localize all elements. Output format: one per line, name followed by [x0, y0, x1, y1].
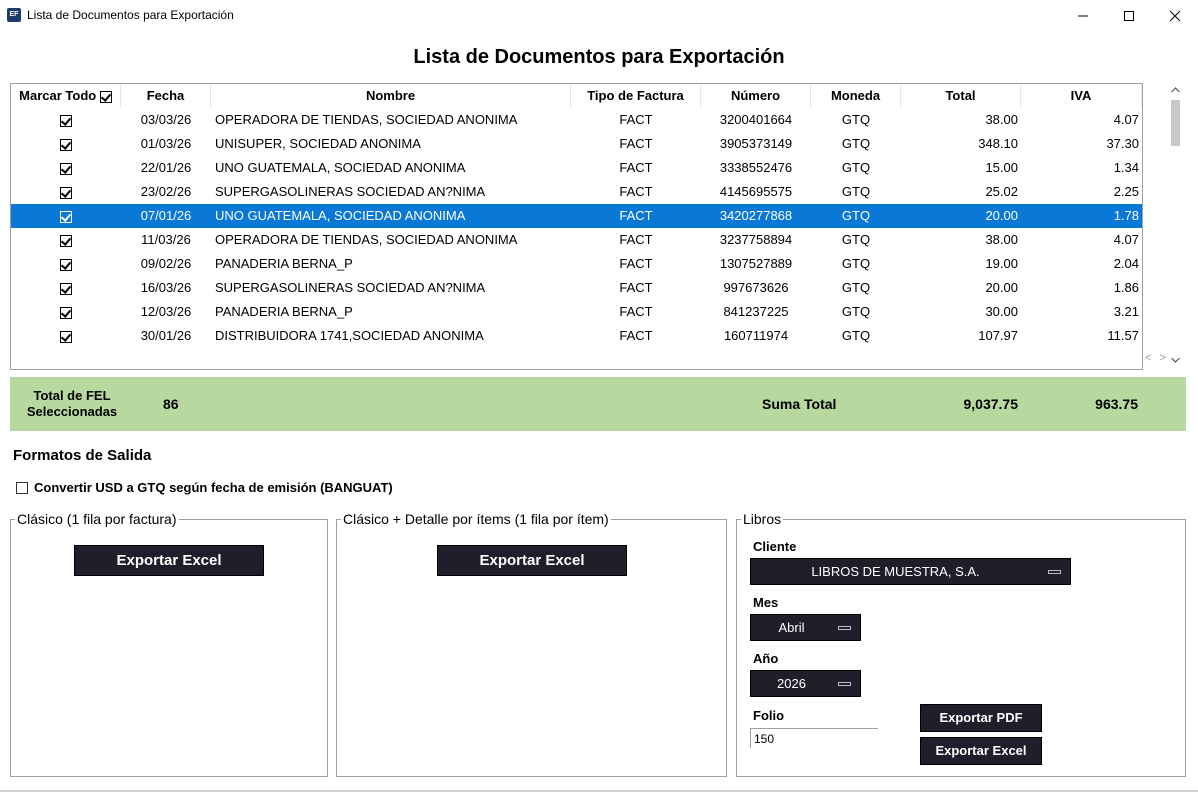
cell-fecha: 07/01/26	[140, 208, 192, 223]
table-row[interactable]	[11, 324, 1142, 348]
cell-iva: 2.04	[1113, 256, 1139, 271]
checkbox-checked-icon[interactable]	[60, 139, 72, 151]
cell-numero: 3905373149	[719, 136, 793, 151]
output-formats-title: Formatos de Salida	[13, 447, 152, 464]
folio-label: Folio	[753, 708, 785, 723]
cell-moneda: GTQ	[841, 208, 871, 223]
maximize-button[interactable]	[1106, 0, 1152, 31]
cell-numero: 4145695575	[719, 184, 793, 199]
checkbox-checked-icon[interactable]	[60, 283, 72, 295]
table-body	[11, 108, 1142, 348]
month-select[interactable]	[750, 614, 861, 641]
dropdown-indicator-icon	[838, 682, 851, 686]
cell-fecha: 16/03/26	[140, 280, 192, 295]
year-select[interactable]	[750, 670, 861, 697]
month-label: Mes	[753, 595, 779, 610]
horizontal-scroll-arrows[interactable]	[1145, 352, 1166, 364]
cell-moneda: GTQ	[841, 328, 871, 343]
cell-total: 38.00	[985, 232, 1018, 247]
window-title: Lista de Documentos para Exportación	[27, 8, 234, 22]
cell-numero: 3237758894	[719, 232, 793, 247]
cell-numero: 3200401664	[719, 112, 793, 127]
column-header-moneda[interactable]: Moneda	[811, 84, 901, 108]
cell-nombre: PANADERIA BERNA_P	[215, 256, 353, 271]
cell-total: 19.00	[985, 256, 1018, 271]
table-row[interactable]	[11, 252, 1142, 276]
row-checkbox[interactable]	[11, 276, 121, 300]
scroll-down-icon[interactable]	[1167, 353, 1184, 367]
cell-numero: 997673626	[723, 280, 789, 295]
cell-tipo: FACT	[619, 328, 653, 343]
column-header-label: Marcar Todo	[19, 88, 97, 103]
row-checkbox[interactable]	[11, 204, 121, 228]
cell-fecha: 12/03/26	[140, 304, 192, 319]
column-header-iva[interactable]: IVA	[1021, 84, 1142, 108]
minimize-button[interactable]	[1060, 0, 1106, 31]
cell-nombre: UNO GUATEMALA, SOCIEDAD ANONIMA	[215, 208, 466, 223]
cell-tipo: FACT	[619, 280, 653, 295]
convert-usd-label[interactable]: Convertir USD a GTQ según fecha de emisión (BANGUAT)	[34, 480, 393, 495]
cell-tipo: FACT	[619, 208, 653, 223]
sum-total-label: Suma Total	[762, 396, 837, 412]
app-icon: EF	[7, 8, 21, 22]
convert-usd-checkbox[interactable]	[16, 482, 28, 494]
row-checkbox[interactable]	[11, 156, 121, 180]
cell-iva: 4.07	[1113, 112, 1139, 127]
page-title: Lista de Documentos para Exportación	[413, 46, 785, 68]
classic-detail-export-excel-button[interactable]: Exportar Excel	[437, 545, 627, 576]
cell-nombre: OPERADORA DE TIENDAS, SOCIEDAD ANONIMA	[215, 112, 518, 127]
cell-nombre: SUPERGASOLINERAS SOCIEDAD AN?NIMA	[215, 184, 486, 199]
cell-total: 20.00	[985, 208, 1018, 223]
checkbox-checked-icon[interactable]	[60, 235, 72, 247]
row-checkbox[interactable]	[11, 300, 121, 324]
cell-numero: 1307527889	[719, 256, 793, 271]
row-checkbox[interactable]	[11, 108, 121, 132]
cell-moneda: GTQ	[841, 136, 871, 151]
cell-nombre: UNO GUATEMALA, SOCIEDAD ANONIMA	[215, 160, 466, 175]
sum-total-value: 9,037.75	[963, 396, 1018, 412]
classic-detail-group-legend: Clásico + Detalle por ítems (1 fila por ítem)	[343, 511, 609, 527]
table-row[interactable]	[11, 228, 1142, 252]
table-row[interactable]	[11, 276, 1142, 300]
column-header-total[interactable]: Total	[901, 84, 1021, 108]
cell-tipo: FACT	[619, 232, 653, 247]
column-header-tipo[interactable]: Tipo de Factura	[571, 84, 701, 108]
maximize-icon	[1123, 10, 1135, 22]
close-button[interactable]	[1152, 0, 1198, 31]
checkbox-checked-icon[interactable]	[60, 331, 72, 343]
cell-fecha: 09/02/26	[140, 256, 192, 271]
column-header-mark-all[interactable]	[11, 84, 121, 108]
row-checkbox[interactable]	[11, 132, 121, 156]
folio-input[interactable]: 150	[750, 728, 878, 748]
table-row[interactable]	[11, 132, 1142, 156]
dropdown-indicator-icon	[838, 626, 851, 630]
cell-moneda: GTQ	[841, 184, 871, 199]
cell-iva: 11.57	[1107, 328, 1139, 343]
cell-total: 107.97	[978, 328, 1018, 343]
checkbox-checked-icon[interactable]	[60, 187, 72, 199]
totals-bar	[10, 377, 1186, 431]
cell-iva: 2.25	[1113, 184, 1139, 199]
cell-total: 25.02	[985, 184, 1018, 199]
cell-iva: 4.07	[1113, 232, 1139, 247]
table-row[interactable]	[11, 156, 1142, 180]
year-select-value: 2026	[777, 676, 806, 691]
checkbox-checked-icon[interactable]	[60, 259, 72, 271]
cell-tipo: FACT	[619, 184, 653, 199]
cell-tipo: FACT	[619, 256, 653, 271]
row-checkbox[interactable]	[11, 180, 121, 204]
cell-iva: 3.21	[1113, 304, 1139, 319]
cell-numero: 841237225	[723, 304, 789, 319]
cell-fecha: 01/03/26	[140, 136, 192, 151]
scroll-left-icon[interactable]: <	[1145, 352, 1152, 364]
table-row[interactable]	[11, 108, 1142, 132]
checkbox-checked-icon[interactable]	[60, 163, 72, 175]
cell-tipo: FACT	[619, 304, 653, 319]
classic-group-legend: Clásico (1 fila por factura)	[17, 511, 177, 527]
cell-fecha: 03/03/26	[140, 112, 192, 127]
cell-nombre: UNISUPER, SOCIEDAD ANONIMA	[215, 136, 421, 151]
year-label: Año	[753, 651, 779, 666]
cell-tipo: FACT	[619, 136, 653, 151]
vertical-scroll-thumb[interactable]	[1171, 100, 1180, 146]
column-header-nombre[interactable]: Nombre	[211, 84, 571, 108]
cell-moneda: GTQ	[841, 232, 871, 247]
cell-nombre: OPERADORA DE TIENDAS, SOCIEDAD ANONIMA	[215, 232, 518, 247]
cell-iva: 37.30	[1106, 136, 1139, 151]
cell-total: 15.00	[985, 160, 1018, 175]
client-select-value: LIBROS DE MUESTRA, S.A.	[811, 564, 980, 579]
cell-nombre: SUPERGASOLINERAS SOCIEDAD AN?NIMA	[215, 280, 486, 295]
cell-moneda: GTQ	[841, 256, 871, 271]
table-row[interactable]	[11, 180, 1142, 204]
cell-numero: 160711974	[723, 328, 789, 343]
column-header-numero[interactable]: Número	[701, 84, 811, 108]
checkbox-checked-icon[interactable]	[60, 307, 72, 319]
table-header	[11, 84, 1142, 108]
column-header-fecha[interactable]: Fecha	[121, 84, 211, 108]
cell-numero: 3338552476	[719, 160, 793, 175]
month-select-value: Abril	[778, 620, 805, 635]
dropdown-indicator-icon	[1048, 570, 1061, 574]
cell-fecha: 11/03/26	[141, 232, 191, 247]
cell-iva: 1.78	[1113, 208, 1139, 223]
cell-moneda: GTQ	[841, 280, 871, 295]
cell-fecha: 22/01/26	[140, 160, 192, 175]
cell-total: 38.00	[985, 112, 1018, 127]
cell-moneda: GTQ	[841, 304, 871, 319]
cell-fecha: 23/02/26	[140, 184, 192, 199]
scroll-right-icon[interactable]: >	[1159, 352, 1166, 364]
documents-table[interactable]	[10, 83, 1143, 370]
cell-moneda: GTQ	[841, 160, 871, 175]
close-icon	[1169, 10, 1181, 22]
cell-total: 30.00	[985, 304, 1018, 319]
cell-total: 20.00	[985, 280, 1018, 295]
table-row[interactable]	[11, 300, 1142, 324]
total-fel-label: Total de FEL Seleccionadas	[26, 388, 118, 419]
table-row[interactable]	[11, 204, 1142, 228]
cell-iva: 1.86	[1113, 280, 1139, 295]
mark-all-checkbox-icon[interactable]	[100, 91, 112, 103]
books-export-pdf-button[interactable]: Exportar PDF	[920, 704, 1042, 732]
cell-total: 348.10	[978, 136, 1018, 151]
checkbox-checked-icon[interactable]	[60, 115, 72, 127]
row-checkbox[interactable]	[11, 228, 121, 252]
client-label: Cliente	[753, 539, 797, 554]
cell-moneda: GTQ	[841, 112, 871, 127]
cell-nombre: DISTRIBUIDORA 1741,SOCIEDAD ANONIMA	[215, 328, 484, 343]
row-checkbox[interactable]	[11, 252, 121, 276]
sum-iva-value: 963.75	[1095, 396, 1138, 412]
cell-tipo: FACT	[619, 112, 653, 127]
books-export-excel-button[interactable]: Exportar Excel	[920, 737, 1042, 765]
cell-tipo: FACT	[619, 160, 653, 175]
row-checkbox[interactable]	[11, 324, 121, 348]
client-select[interactable]	[750, 558, 1071, 585]
books-group-legend: Libros	[743, 511, 782, 527]
cell-nombre: PANADERIA BERNA_P	[215, 304, 353, 319]
checkbox-checked-icon[interactable]	[60, 211, 72, 223]
cell-numero: 3420277868	[719, 208, 793, 223]
scroll-up-icon[interactable]	[1167, 83, 1184, 97]
minimize-icon	[1077, 10, 1089, 22]
cell-iva: 1.34	[1113, 160, 1139, 175]
cell-fecha: 30/01/26	[140, 328, 192, 343]
classic-export-excel-button[interactable]: Exportar Excel	[74, 545, 264, 576]
total-fel-count: 86	[163, 396, 179, 412]
